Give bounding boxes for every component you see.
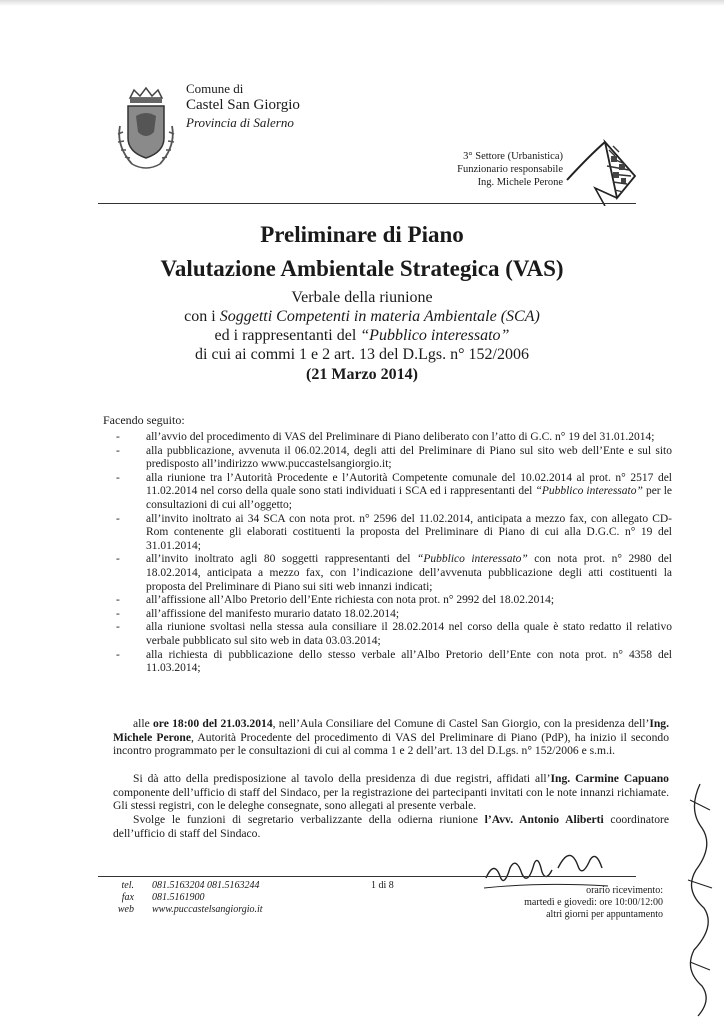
meeting-date: (21 Marzo 2014) — [306, 366, 418, 383]
settore-block — [400, 150, 563, 189]
list-item: - alla riunione tra l’Autorità Procedente e l’Autorità Competente comunale del 10.02.2014 al prot. n° 2517 del 11.02.2014 nel corso della quale sono stati individuati i SCA ed i rappresentanti del “Pubblico interessato” per le consultazioni di cui all’oggetto; — [116, 471, 673, 511]
intro-text: Facendo seguito: — [103, 413, 185, 427]
footer-contacts — [114, 880, 263, 916]
comune-name: Castel San Giorgio — [186, 97, 300, 113]
doc-subtitle: Valutazione Ambientale Strategica (VAS) — [160, 256, 564, 281]
list-item: - all’invito inoltrato ai 34 SCA con nota prot. n° 2596 del 11.02.2014, anticipata a mezzo fax, con allegato CD-Rom contenente gli elaborati costituenti la proposta del Preliminare di Piano di cui alla D.G.C. n° 19 del 31.01.2014; — [116, 512, 672, 552]
comune-block — [186, 80, 300, 131]
list-item: - all’invito inoltrato agli 80 soggetti rappresentanti del “Pubblico interessato” con nota prot. n° 2980 del 18.02.2014, anticipata a mezzo fax, con l’indicazione dell’avvenuta pubblicazione degli atti costituenti la proposta del Preliminare di Piano sui siti web innanzi indicati; — [116, 553, 673, 593]
list-item: - all’affissione all’Albo Pretorio dell’Ente richiesta con nota prot. n° 2992 del 18.02.2014; — [116, 594, 555, 607]
funzionario-name: Ing. Michele Perone — [477, 177, 563, 188]
municipal-crest-icon — [110, 86, 182, 174]
verbale-line: Verbale della riunione — [291, 289, 433, 306]
header-divider — [98, 203, 636, 204]
list-item: - all’avvio del procedimento di VAS del Preliminare di Piano deliberato con l’atto di G.C. n° 19 del 31.01.2014; — [116, 431, 655, 443]
sca-line: con i Soggetti Competenti in materia Ambientale (SCA) — [184, 308, 540, 325]
puc-logo-icon — [565, 136, 637, 206]
side-signature-graphic — [680, 780, 720, 1020]
orario-block: orario ricevimento: martedì e giovedì: ore 10:00/12:00 altri giorni per appuntamento — [524, 885, 663, 920]
paragraph-segretario: Svolge le funzioni di segretario verbalizzante della odierna riunione l’Avv. Antonio Aliberti coordinatore dell’ufficio di staff del Sindaco. — [113, 813, 670, 840]
paragraph-registri: Si dà atto della predisposizione al tavolo della presidenza di due registri, affidati all’Ing. Carmine Capuano componente dell’ufficio di staff del Sindaco, per la registrazione dei partecipanti invitati con le note innanzi richiamate. Gli stessi registri, con le deleghe consegnate, sono allegati al presente verbale. — [113, 772, 669, 813]
normativa-line: di cui ai commi 1 e 2 art. 13 del D.Lgs. n° 152/2006 — [195, 346, 529, 363]
premises-list — [116, 431, 672, 676]
comune-label: Comune di — [186, 81, 244, 96]
list-item: - alla riunione svoltasi nella stessa aula consiliare il 28.02.2014 nel corso della quale è stato redatto il relativo verbale pubblicato sul sito web in data 03.03.2014; — [116, 621, 672, 647]
footer-divider — [98, 876, 636, 877]
doc-title: Preliminare di Piano — [260, 222, 464, 247]
pubblico-line: ed i rappresentanti del “Pubblico interessato” — [214, 327, 510, 344]
web-link[interactable]: www.puccastelsangiorgio.it — [152, 904, 263, 915]
paragraph-opening: alle ore 18:00 del 21.03.2014, nell’Aula Consiliare del Comune di Castel San Giorgio, con la presidenza dell’Ing. Michele Perone, Autorità Procedente del procedimento di VAS del Preliminare di Piano (PdP), ha inizio il secondo incontro programmato per le consultazioni di cui al comma 1 e 2 dell’art. 13 del D.Lgs. n° 152/2006 e s.m.i. — [113, 717, 669, 758]
page-number: 1 di 8 — [371, 880, 394, 891]
web-row: web www.puccastelsangiorgio.it — [117, 904, 263, 915]
scan-edge — [0, 0, 724, 6]
provincia-label: Provincia di Salerno — [186, 115, 294, 130]
settore-label: 3° Settore (Urbanistica) — [463, 151, 563, 162]
list-item: - all’affissione del manifesto murario datato 18.02.2014; — [116, 607, 400, 620]
fax-row: fax 081.5161900 — [121, 892, 205, 903]
funzionario-label: Funzionario responsabile — [457, 164, 563, 175]
tel-row: tel. 081.5163204 081.5163244 — [121, 880, 260, 891]
list-item: - alla richiesta di pubblicazione dello stesso verbale all’Albo Pretorio dell’Ente con nota prot. n° 4358 del 11.03.2014; — [116, 648, 672, 675]
list-item: - alla pubblicazione, avvenuta il 06.02.2014, degli atti del Preliminare di Piano sul sito web dell’Ente e sul sito predisposto all’indirizzo www.puccastelsangiorgio.it; — [116, 444, 672, 471]
